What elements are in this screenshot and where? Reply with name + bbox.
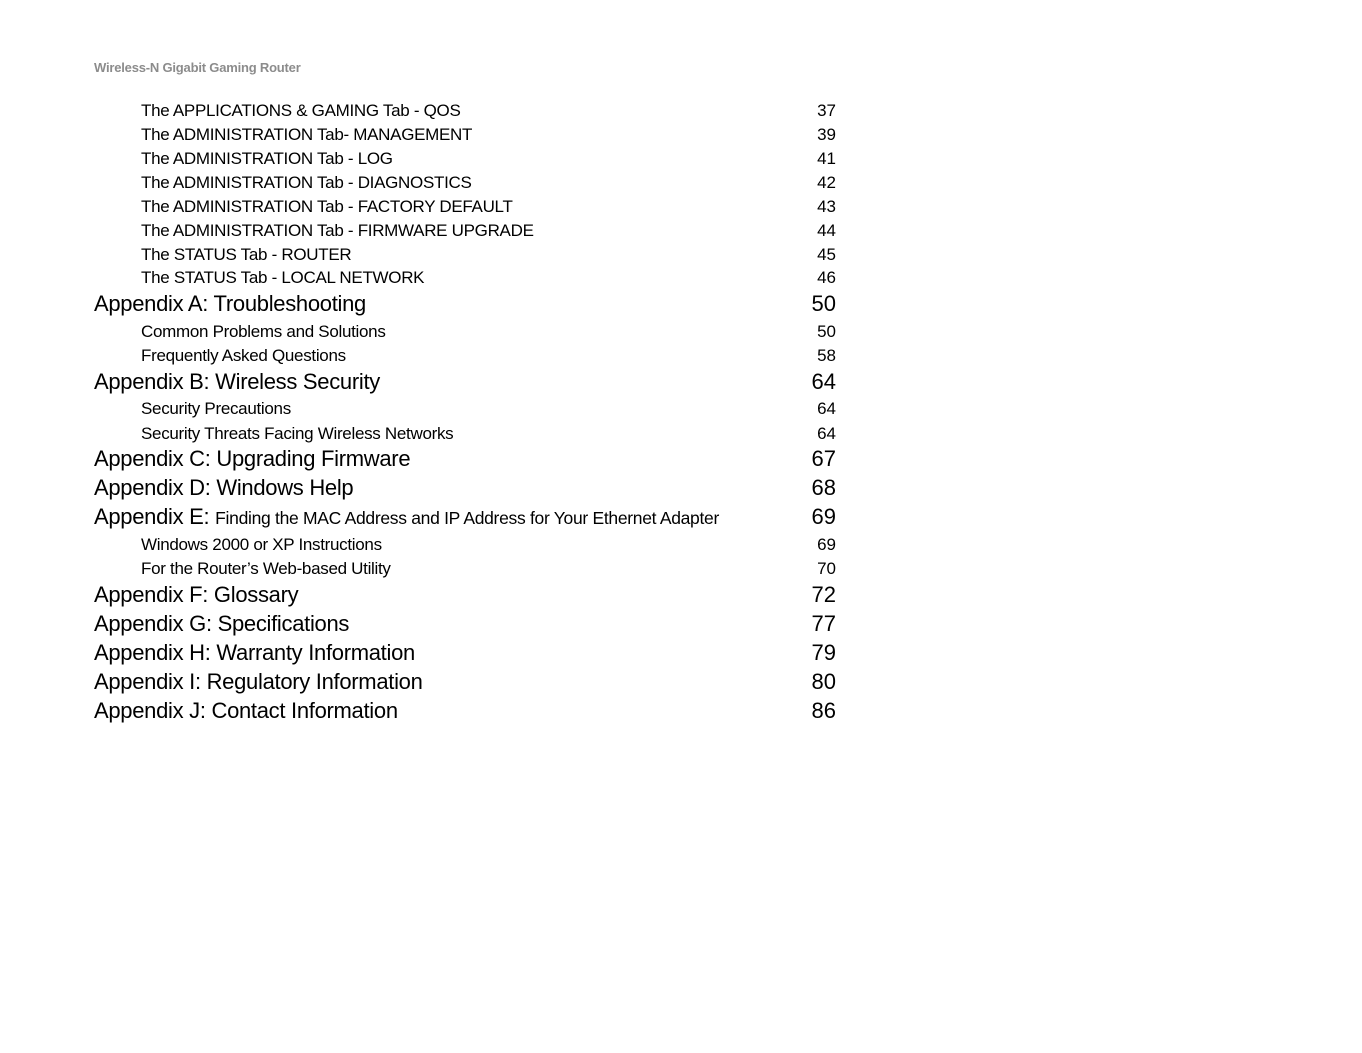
- toc-entry-title: The STATUS Tab - ROUTER: [141, 245, 352, 264]
- toc-entry-page: 41: [817, 149, 836, 168]
- toc-entry-title: Appendix A: Troubleshooting: [94, 291, 366, 316]
- toc-entry-page: 80: [811, 669, 836, 694]
- toc-entry-page: 37: [817, 101, 836, 120]
- toc-entry-page: 64: [811, 369, 836, 394]
- toc-entry-title: Common Problems and Solutions: [141, 322, 386, 341]
- toc-entry-title: Appendix B: Wireless Security: [94, 369, 380, 394]
- toc-entry-page: 64: [817, 399, 836, 418]
- toc-entry-page: 44: [817, 221, 836, 240]
- toc-entry-title: Appendix D: Windows Help: [94, 475, 354, 500]
- toc-entry-page: 42: [817, 173, 836, 192]
- toc-entry-title: [94, 504, 719, 530]
- toc-entry-title: Windows 2000 or XP Instructions: [141, 535, 382, 554]
- toc-entry-page: 64: [817, 424, 836, 443]
- toc-entry-title: Frequently Asked Questions: [141, 346, 346, 365]
- toc-entry-title: Security Precautions: [141, 399, 291, 418]
- toc-entry-title: Appendix F: Glossary: [94, 582, 299, 607]
- toc-entry-title: Appendix H: Warranty Information: [94, 640, 415, 665]
- toc-entry-title: The APPLICATIONS & GAMING Tab - QOS: [141, 101, 461, 120]
- toc-entry-page: 70: [817, 559, 836, 578]
- toc-entry-title: Appendix I: Regulatory Information: [94, 669, 423, 694]
- toc-entry-page: 68: [811, 475, 836, 500]
- running-header: Wireless-N Gigabit Gaming Router: [94, 60, 301, 75]
- toc-entry-page: 79: [811, 640, 836, 665]
- toc-entry-page: 58: [817, 346, 836, 365]
- toc-entry-page: 69: [817, 535, 836, 554]
- toc-entry-title: The ADMINISTRATION Tab - FIRMWARE UPGRADE: [141, 221, 534, 240]
- toc-entry-page: 67: [811, 446, 836, 471]
- toc-entry-page: 45: [817, 245, 836, 264]
- toc-entry-title: Appendix J: Contact Information: [94, 698, 398, 723]
- toc-entry-page: 50: [817, 322, 836, 341]
- toc-entry-page: 46: [817, 268, 836, 287]
- toc-entry-title: The ADMINISTRATION Tab - LOG: [141, 149, 393, 168]
- toc-entry-page: 43: [817, 197, 836, 216]
- toc-entry-page: 50: [811, 291, 836, 316]
- toc-entry-title: Appendix G: Specifications: [94, 611, 350, 636]
- toc-entry-page: 39: [817, 125, 836, 144]
- toc-entry-title: Appendix C: Upgrading Firmware: [94, 446, 411, 471]
- toc-entry-page: 77: [811, 611, 836, 636]
- toc-entry-page: 69: [811, 504, 836, 529]
- toc-entry-title: For the Router’s Web-based Utility: [141, 559, 391, 578]
- toc-entry-title: The ADMINISTRATION Tab - FACTORY DEFAULT: [141, 197, 513, 216]
- toc-entry-title: The ADMINISTRATION Tab - DIAGNOSTICS: [141, 173, 472, 192]
- toc-entry-page: 72: [811, 582, 836, 607]
- toc-entry-title-prefix: Appendix E:: [94, 504, 210, 529]
- toc-entry-title: Security Threats Facing Wireless Networks: [141, 424, 454, 443]
- toc-entry-title: The ADMINISTRATION Tab- MANAGEMENT: [141, 125, 473, 144]
- toc-entry-title: The STATUS Tab - LOCAL NETWORK: [141, 268, 425, 287]
- toc-entry-title-rest: Finding the MAC Address and IP Address for Your Ethernet Adapter: [215, 508, 720, 528]
- toc-entry-page: 86: [811, 698, 836, 723]
